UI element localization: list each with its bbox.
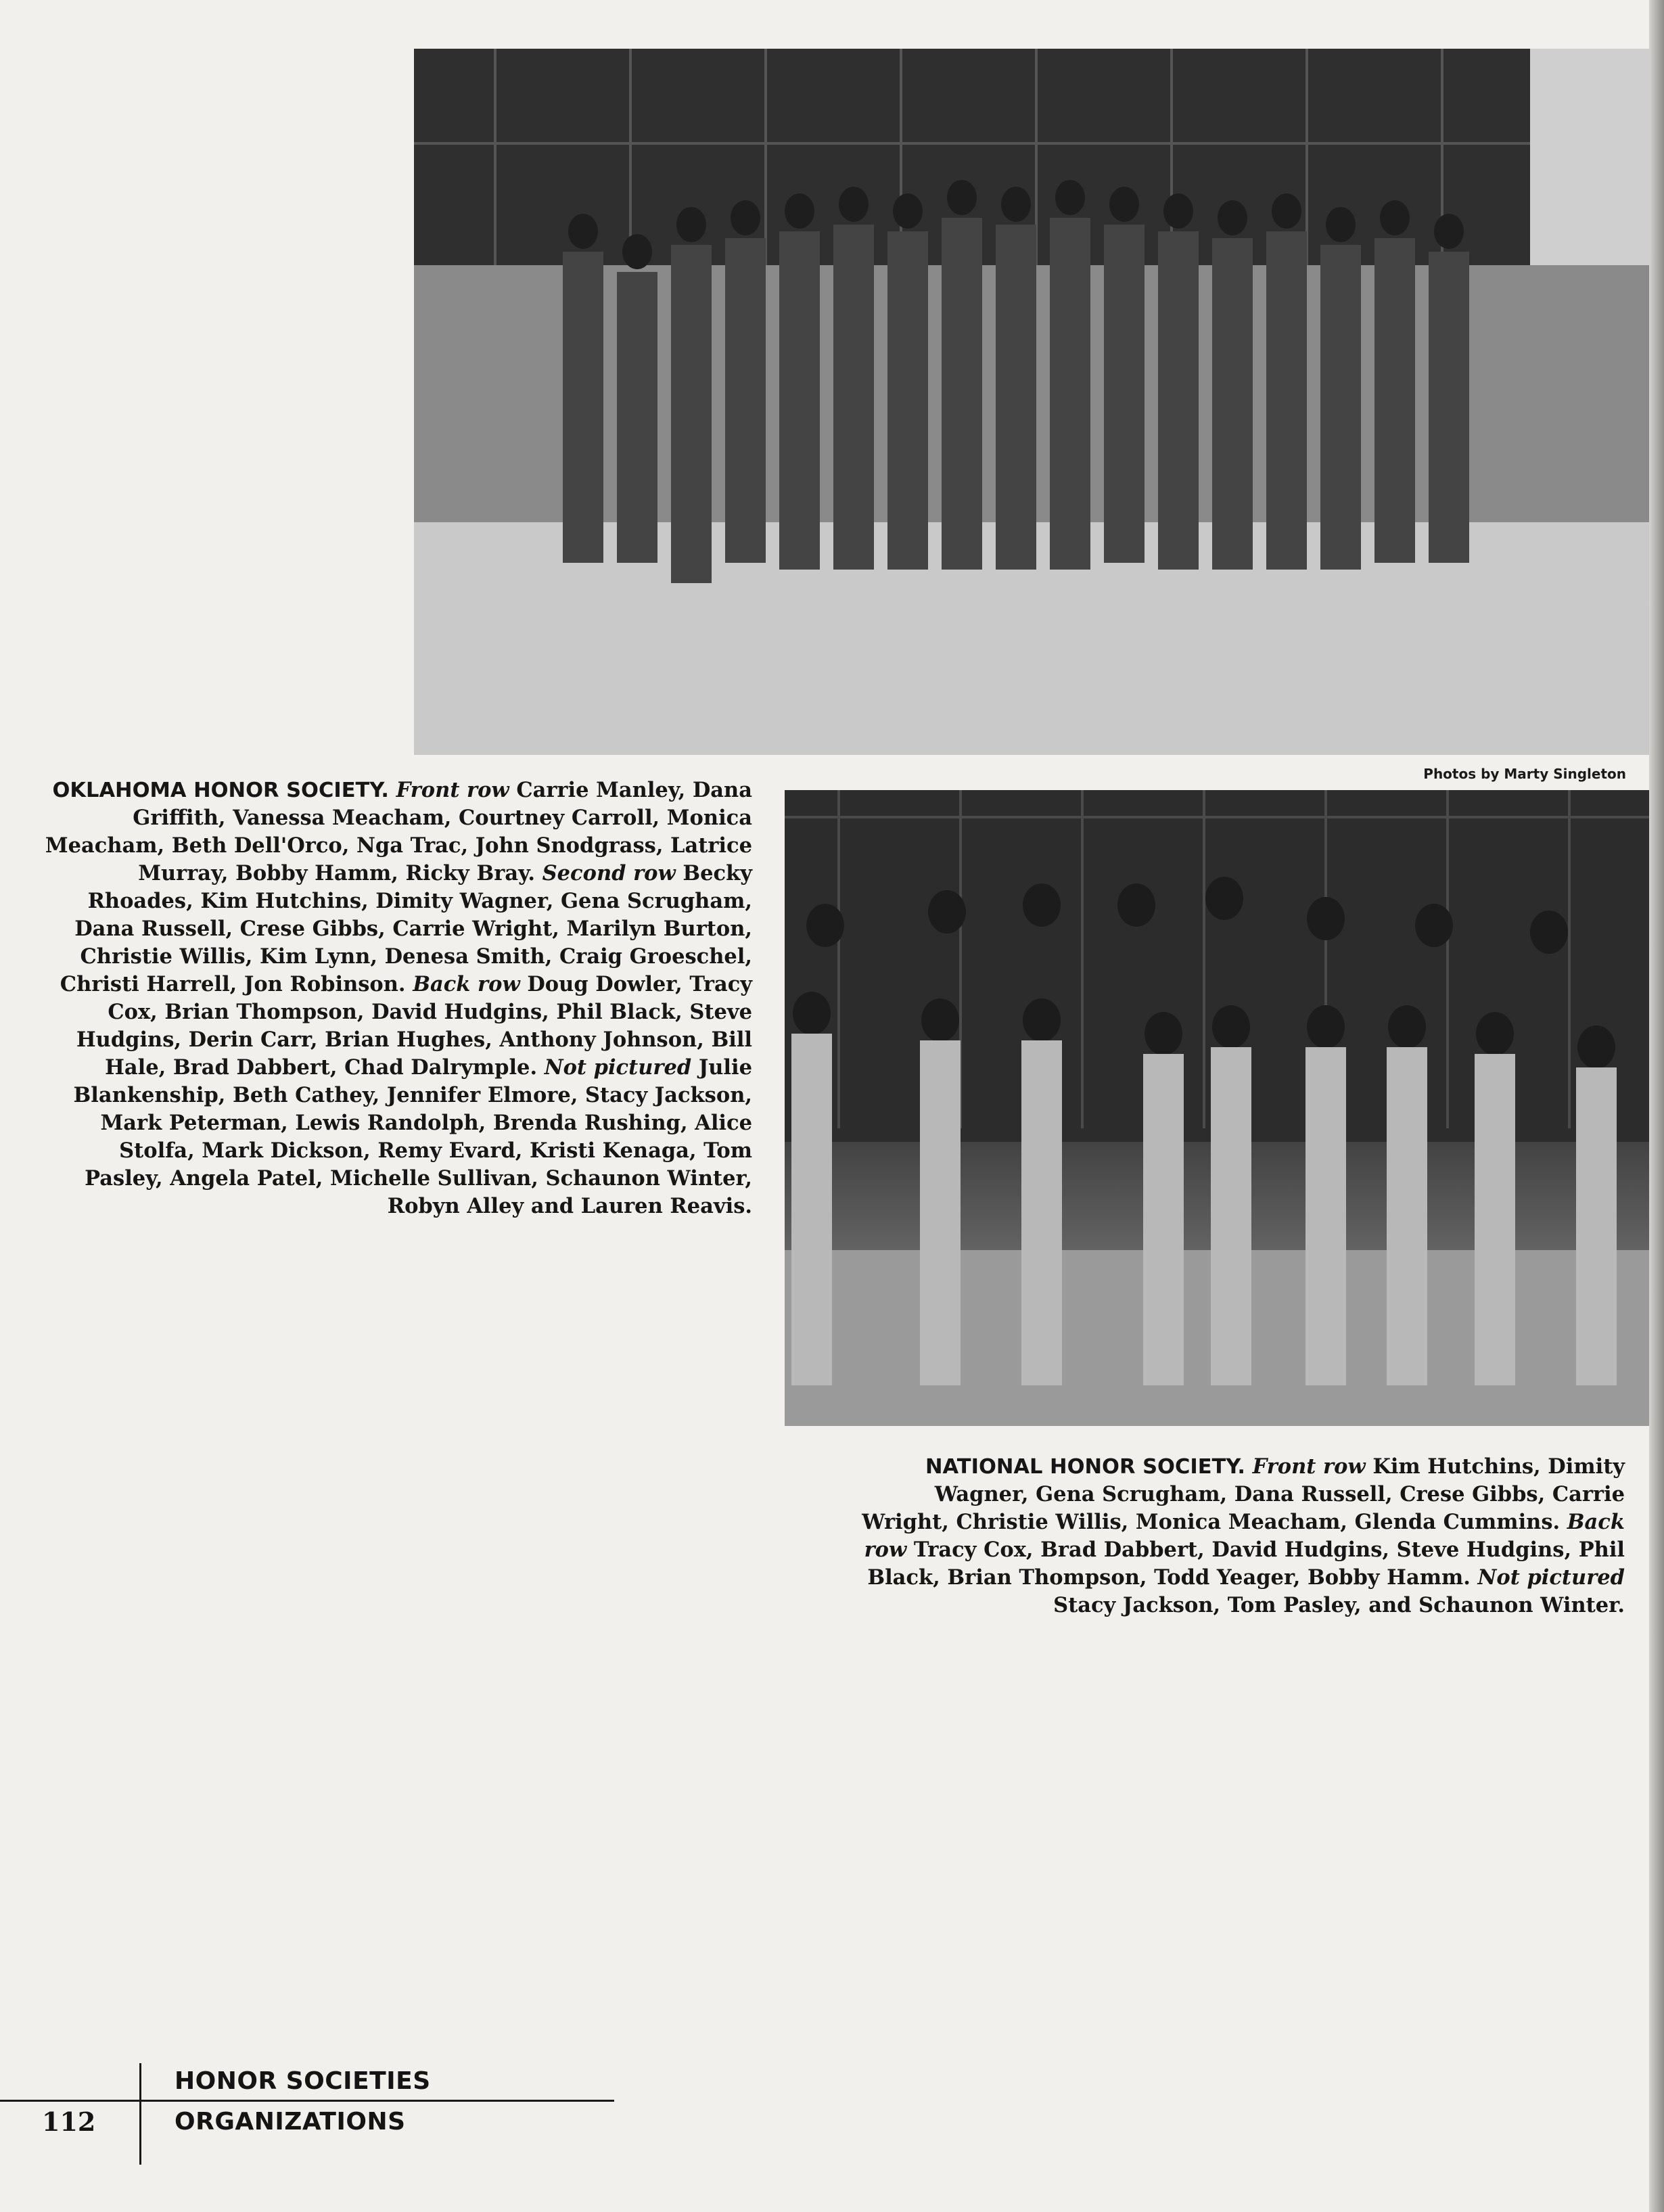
page-edge-shadow [1649, 0, 1664, 2212]
national-honor-society-photo [785, 790, 1664, 1426]
national-not-pictured-label: Not pictured [1477, 1565, 1625, 1590]
oklahoma-honor-society-caption [41, 777, 752, 1220]
national-not-pictured-names: Stacy Jackson, Tom Pasley, and Schaunon Winter. [1053, 1593, 1625, 1617]
national-honor-society-caption [859, 1453, 1625, 1619]
oklahoma-second-row-names: Becky Rhoades, Kim Hutchins, Dimity Wagner, Gena Scrugham, Dana Russell, Crese Gibbs, Carrie Wright, Marilyn Burton, Christie Willis, Kim Lynn, Denesa Smith, Craig Groeschel, Christi Harrell, Jon Robinson. [60, 861, 752, 996]
national-front-row-label: Front row [1252, 1454, 1366, 1479]
oklahoma-honor-society-photo [414, 49, 1664, 755]
national-photo-illustration [785, 790, 1664, 1426]
page-number: 112 [42, 2106, 96, 2137]
footer-horizontal-rule [0, 2100, 614, 2102]
national-front-row-names: Kim Hutchins, Dimity Wagner, Gena Scrugham, Dana Russell, Crese Gibbs, Carrie Wright, Christie Willis, Monica Meacham, Glenda Cummins. [862, 1454, 1625, 1534]
oklahoma-second-row-label: Second row [542, 861, 676, 885]
oklahoma-back-row-names: Doug Dowler, Tracy Cox, Brian Thompson, David Hudgins, Phil Black, Steve Hudgins, Derin Carr, Brian Hughes, Anthony Johnson, Bill Hale, Brad Dabbert, Chad Dalrymple. [76, 972, 752, 1080]
national-back-row-label: Back row [864, 1510, 1625, 1562]
footer-vertical-divider [139, 2063, 141, 2165]
photo-credit: Photos by Marty Singleton [1423, 766, 1626, 782]
oklahoma-not-pictured-label: Not pictured [544, 1055, 692, 1080]
oklahoma-photo-illustration [414, 49, 1664, 755]
national-caption-heading: NATIONAL HONOR SOCIETY. [925, 1455, 1245, 1479]
oklahoma-caption-heading: OKLAHOMA HONOR SOCIETY. [52, 779, 389, 802]
oklahoma-front-row-names: Carrie Manley, Dana Griffith, Vanessa Meacham, Courtney Carroll, Monica Meacham, Beth Dell'Orco, Nga Trac, John Snodgrass, Latrice Murray, Bobby Hamm, Ricky Bray. [45, 778, 752, 885]
national-back-row-names: Tracy Cox, Brad Dabbert, David Hudgins, Steve Hudgins, Phil Black, Brian Thompson, Todd Yeager, Bobby Hamm. [867, 1538, 1625, 1590]
oklahoma-back-row-label: Back row [413, 972, 520, 996]
oklahoma-front-row-label: Front row [396, 778, 509, 802]
oklahoma-not-pictured-names: Julie Blankenship, Beth Cathey, Jennifer Elmore, Stacy Jackson, Mark Peterman, Lewis Randolph, Brenda Rushing, Alice Stolfa, Mark Dickson, Remy Evard, Kristi Kenaga, Tom Pasley, Angela Patel, Michelle Sullivan, Schaunon Winter, Robyn Alley and Lauren Reavis. [73, 1055, 752, 1218]
footer-group-label: ORGANIZATIONS [175, 2108, 406, 2136]
footer-section-label: HONOR SOCIETIES [175, 2067, 431, 2095]
